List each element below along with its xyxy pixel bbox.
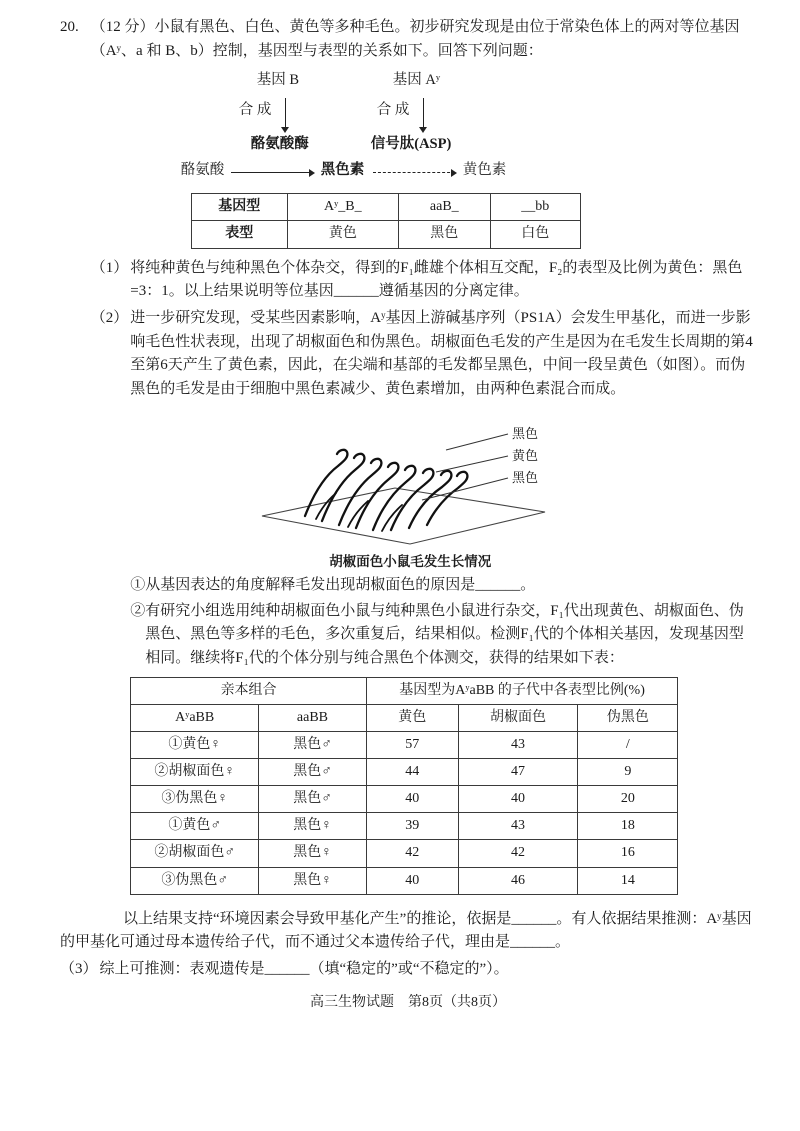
hair-middle-label: 黄色 (512, 447, 539, 463)
cell: 18 (578, 813, 678, 840)
cell: 黑色♂ (259, 732, 367, 759)
cell: 20 (578, 786, 678, 813)
genotype-cell: __bb (490, 194, 580, 221)
table-header-row (131, 677, 678, 704)
conclusion-paragraph: 以上结果支持“环境因素会导致甲基化产生”的推论，依据是______。有人依据结果推测：Aʸ基因的甲基化可通过母本遗传给子代，而不通过父本遗传给子代，理由是______。 (60, 910, 752, 951)
genotype-cell: Aʸ_B_ (287, 194, 398, 221)
sub2-body (130, 307, 756, 903)
hair-tip-label: 黑色 (512, 425, 539, 441)
table-row (131, 813, 678, 840)
table-row (191, 221, 580, 248)
melanin-label: 黑色素 (320, 162, 365, 179)
question-20 (60, 16, 756, 903)
dashed-arrow-icon (373, 172, 455, 173)
cell: 14 (578, 867, 678, 894)
table-row (131, 867, 678, 894)
column-header: AʸaBB (131, 704, 259, 731)
offspring-ratio-header: 基因型为AʸaBB 的子代中各表型比例(%) (366, 677, 677, 704)
table-row (131, 840, 678, 867)
cell: 16 (578, 840, 678, 867)
cell: ③伪黑色♂ (131, 867, 259, 894)
cell: 黑色♂ (259, 759, 367, 786)
synthesis-left-label: 合 成 (238, 102, 272, 119)
cell: 42 (458, 840, 578, 867)
column-header: 伪黑色 (578, 704, 678, 731)
question-body (91, 16, 756, 903)
table-subheader-row (131, 704, 678, 731)
question-number: 20. (60, 19, 79, 35)
genotype-phenotype-table (191, 193, 581, 248)
sub3-marker: （3） (60, 961, 98, 978)
sub-question-2 (91, 307, 756, 903)
solid-arrow-icon (231, 172, 313, 173)
hair-base-label: 黑色 (512, 469, 539, 485)
figure-caption: 胡椒面色小鼠毛发生长情况 (329, 553, 492, 569)
table-row (131, 759, 678, 786)
page-footer: 高三生物试题 第8页（共8页） (310, 994, 506, 1010)
pigment-pathway-diagram (181, 71, 581, 187)
phenotype-header-cell: 表型 (191, 221, 287, 248)
gene-ay-label: 基因 Aʸ (392, 72, 441, 89)
cell: 40 (366, 867, 458, 894)
cell: 黑色♀ (259, 867, 367, 894)
sub-question-3 (60, 958, 756, 982)
hair-growth-figure (240, 410, 580, 572)
table-row (131, 786, 678, 813)
cell: 46 (458, 867, 578, 894)
cell: ③伪黑色♀ (131, 786, 259, 813)
parent-combo-header: 亲本组合 (131, 677, 367, 704)
phenotype-cell: 黑色 (398, 221, 490, 248)
cell: 9 (578, 759, 678, 786)
column-header: 黄色 (366, 704, 458, 731)
testcross-results-table (130, 677, 678, 895)
sub1-text: 将纯种黄色与纯种黑色个体杂交，得到的F₁雌雄个体相互交配，F₂的表型及比例为黄色：黑色=3：1。以上结果说明等位基因______遵循基因的分离定律。 (130, 259, 743, 300)
signal-peptide-label: 信号肽(ASP) (370, 136, 452, 153)
sub2-item-2: ②有研究小组选用纯种胡椒面色小鼠与纯种黑色小鼠进行杂交，F₁代出现黄色、胡椒面色、伪黑色、黑色等多样的毛色，多次重复后，结果相似。检测F₁代的个体相关基因，发现基因型相同。继续将F₁代的个体分别与纯合黑色个体测交，获得的结果如下表： (130, 602, 744, 667)
genotype-cell: aaB_ (398, 194, 490, 221)
down-arrow-left-icon (285, 98, 286, 131)
yellow-pigment-label: 黄色素 (462, 162, 507, 179)
cell: 42 (366, 840, 458, 867)
gene-b-label: 基因 B (256, 72, 300, 89)
hair-figure-drawing (250, 410, 570, 550)
cell: 44 (366, 759, 458, 786)
sub2-marker: （2） (90, 309, 129, 326)
tyrosinase-label: 酪氨酸酶 (250, 136, 309, 153)
column-header: 胡椒面色 (458, 704, 578, 731)
cell: 47 (458, 759, 578, 786)
question-intro: （12 分）小鼠有黑色、白色、黄色等多种毛色。初步研究发现是由位于常染色体上的两对等位基因（Aʸ、a 和 B、b）控制，基因型与表型的关系如下。回答下列问题： (90, 19, 740, 59)
cell: 40 (366, 786, 458, 813)
sub2-item-1: ①从基因表达的角度解释毛发出现胡椒面色的原因是______。 (130, 577, 536, 594)
sub1-marker: （1） (90, 259, 129, 276)
cell: 43 (458, 732, 578, 759)
table-row (191, 194, 580, 221)
sub-question-1 (91, 257, 756, 304)
sub3-text: 综上可推测：表观遗传是______（填“稳定的”或“不稳定的”）。 (99, 961, 509, 978)
cell: ②胡椒面色♀ (131, 759, 259, 786)
cell: 40 (458, 786, 578, 813)
leader-lines (422, 434, 508, 500)
cell: 39 (366, 813, 458, 840)
sub2-text: 进一步研究发现，受某些因素影响，Aʸ基因上游碱基序列（PS1A）会发生甲基化，而进一步影响毛色性状表现，出现了胡椒面色和伪黑色。胡椒面色毛发的产生是因为在毛发生长周期的第4至第6天产生了黄色素，因此，在尖端和基部的毛发都呈黑色，中间一段呈黄色（如图）。而伪黑色的毛发是由于细胞中黑色素减少、黄色素增加，由两种色素混合而成。 (130, 309, 753, 398)
cell: ②胡椒面色♂ (131, 840, 259, 867)
cell: ①黄色♂ (131, 813, 259, 840)
phenotype-cell: 白色 (490, 221, 580, 248)
cell: 黑色♀ (259, 840, 367, 867)
cell: 黑色♂ (259, 786, 367, 813)
genotype-header-cell: 基因型 (191, 194, 287, 221)
synthesis-right-label: 合 成 (376, 102, 410, 119)
cell: 43 (458, 813, 578, 840)
cell: / (578, 732, 678, 759)
table-row (131, 732, 678, 759)
cell: ①黄色♀ (131, 732, 259, 759)
down-arrow-right-icon (423, 98, 424, 131)
hair-strokes (305, 450, 467, 531)
tyrosine-label: 酪氨酸 (180, 162, 225, 179)
phenotype-cell: 黄色 (287, 221, 398, 248)
column-header: aaBB (259, 704, 367, 731)
cell: 57 (366, 732, 458, 759)
cell: 黑色♀ (259, 813, 367, 840)
